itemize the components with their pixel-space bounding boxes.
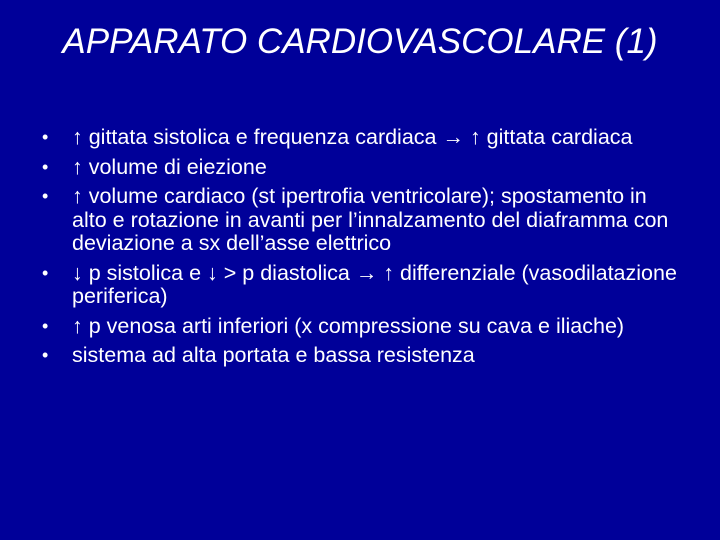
- bullet-icon: •: [42, 345, 49, 365]
- slide-title: APPARATO CARDIOVASCOLARE (1): [62, 22, 658, 61]
- bullet-item: [40, 262, 680, 309]
- bullet-item: [40, 185, 680, 256]
- bullet-icon: •: [42, 156, 49, 177]
- bullet-list: [40, 126, 680, 374]
- bullet-text: ↑ volume cardiaco (st ipertrofia ventricolare); spostamento in alto e rotazione in avanti per l’innalzamento del diaframma con deviazione a sx dell’asse elettrico: [72, 184, 669, 255]
- bullet-text: ↓ p sistolica e ↓ > p diastolica → ↑ differenziale (vasodilatazione periferica): [72, 260, 677, 308]
- bullet-text: ↑ p venosa arti inferiori (x compressione su cava e iliache): [72, 313, 625, 338]
- bullet-item: [40, 126, 680, 150]
- bullet-icon: •: [42, 127, 49, 147]
- bullet-item: [40, 315, 680, 339]
- bullet-text: sistema ad alta portata e bassa resistenza: [72, 343, 475, 367]
- bullet-icon: •: [42, 186, 49, 206]
- bullet-text: ↑ gittata sistolica e frequenza cardiaca → ↑ gittata cardiaca: [72, 125, 633, 149]
- bullet-icon: •: [42, 315, 49, 336]
- bullet-icon: •: [42, 262, 49, 283]
- bullet-item: [40, 344, 680, 368]
- bullet-text: ↑ volume di eiezione: [72, 154, 267, 179]
- bullet-item: [40, 156, 680, 180]
